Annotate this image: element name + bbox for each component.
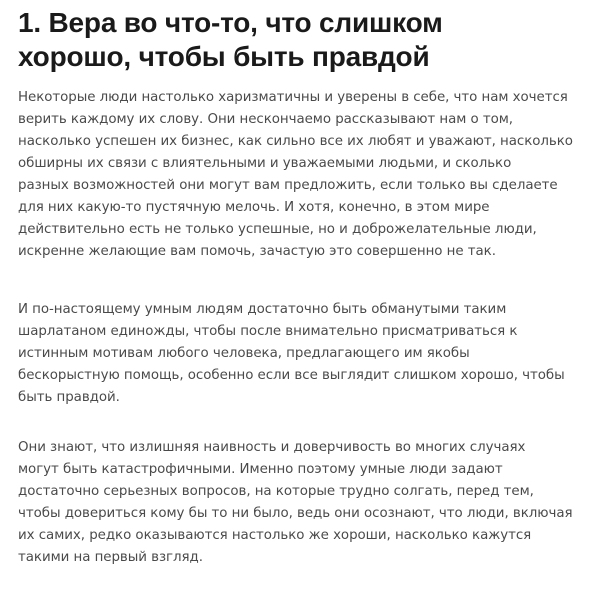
paragraph-line: их самих, редко оказываются настолько же хороши, насколько кажутся — [18, 528, 532, 543]
paragraph-line: Они знают, что излишняя наивность и доверчивость во многих случаях — [18, 440, 526, 455]
paragraph-line: достаточно серьезных вопросов, на которые трудно солгать, перед тем, — [18, 484, 534, 499]
paragraph-line: бескорыстную помощь, особенно если все выглядит слишком хорошо, чтобы — [18, 368, 565, 383]
heading-line: хорошо, чтобы быть правдой — [18, 41, 430, 72]
paragraph-line: истинным мотивам любого человека, предлагающего им якобы — [18, 346, 470, 361]
paragraph-line: искренне желающие вам помочь, зачастую это совершенно не так. — [18, 244, 496, 259]
paragraph-line: разных возможностей они могут вам предложить, если только вы сделаете — [18, 178, 558, 193]
heading-line: 1. Вера во что-то, что слишком — [18, 7, 443, 38]
paragraph-line: такими на первый взгляд. — [18, 550, 203, 565]
paragraph-line: верить каждому их слову. Они нескончаемо рассказывают нам о том, — [18, 112, 514, 127]
article-heading — [18, 6, 584, 74]
paragraph-line: для них какую-то пустячную мелочь. И хотя, конечно, в этом мире — [18, 200, 490, 215]
paragraph-1 — [18, 87, 573, 263]
paragraph-line: могут быть катастрофичными. Именно поэтому умные люди задают — [18, 462, 503, 477]
article — [18, 0, 584, 565]
paragraph-line: шарлатаном единожды, чтобы после внимательно присматриваться к — [18, 324, 518, 339]
paragraph-line: И по-настоящему умным людям достаточно быть обманутыми таким — [18, 302, 507, 317]
paragraph-line: насколько успешен их бизнес, как сильно все их любят и уважают, насколько — [18, 134, 573, 149]
paragraph-line: Некоторые люди настолько харизматичны и уверены в себе, что нам хочется — [18, 90, 568, 105]
paragraph-line: обширны их связи с влиятельными и уважаемыми людьми, и сколько — [18, 156, 512, 171]
paragraph-line: действительно есть не только успешные, но и доброжелательные люди, — [18, 222, 537, 237]
paragraph-line: быть правдой. — [18, 390, 120, 405]
paragraph-3 — [18, 437, 573, 569]
paragraph-line: чтобы довериться кому бы то ни было, ведь они осознают, что люди, включая — [18, 506, 573, 521]
paragraph-2 — [18, 299, 565, 409]
